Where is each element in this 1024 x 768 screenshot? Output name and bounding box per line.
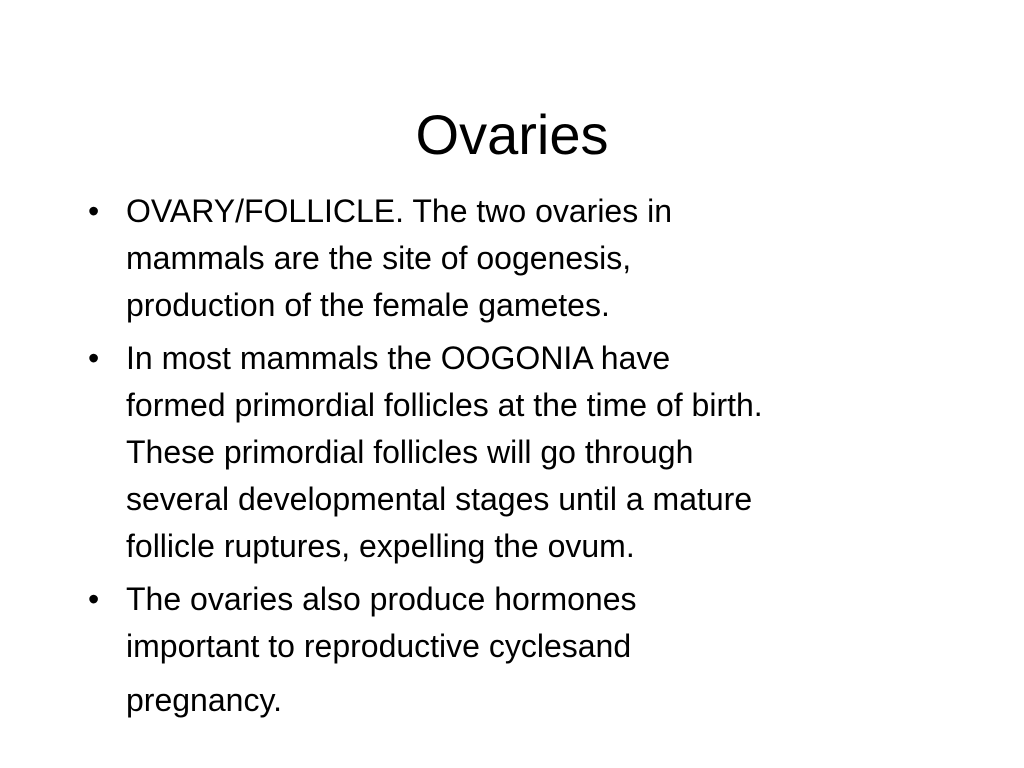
slide-title: Ovaries	[415, 103, 609, 166]
bullet-item-ovary-follicle	[84, 188, 944, 329]
bullet-text-line: pregnancy.	[126, 682, 282, 718]
bullet-text-line: These primordial follicles will go through	[126, 434, 694, 470]
bullet-marker: •	[88, 581, 100, 617]
bullet-marker: •	[88, 340, 100, 376]
bullet-text-line: production of the female gametes.	[126, 287, 610, 323]
bullet-text-line: The ovaries also produce hormones	[126, 581, 637, 617]
bullet-text-line: mammals are the site of oogenesis,	[126, 240, 632, 276]
bullet-list	[84, 188, 944, 736]
bullet-item-oogonia	[84, 335, 944, 570]
bullet-text-line: important to reproductive cyclesand	[126, 628, 632, 664]
bullet-text-line: several developmental stages until a mature	[126, 481, 753, 517]
bullet-text-line: follicle ruptures, expelling the ovum.	[126, 528, 635, 564]
bullet-text-line: formed primordial follicles at the time of birth.	[126, 387, 763, 423]
bullet-item-hormones	[84, 576, 944, 730]
bullet-text-line: OVARY/FOLLICLE. The two ovaries in	[126, 193, 673, 229]
bullet-marker: •	[88, 193, 100, 229]
bullet-text-line: In most mammals the OOGONIA have	[126, 340, 671, 376]
